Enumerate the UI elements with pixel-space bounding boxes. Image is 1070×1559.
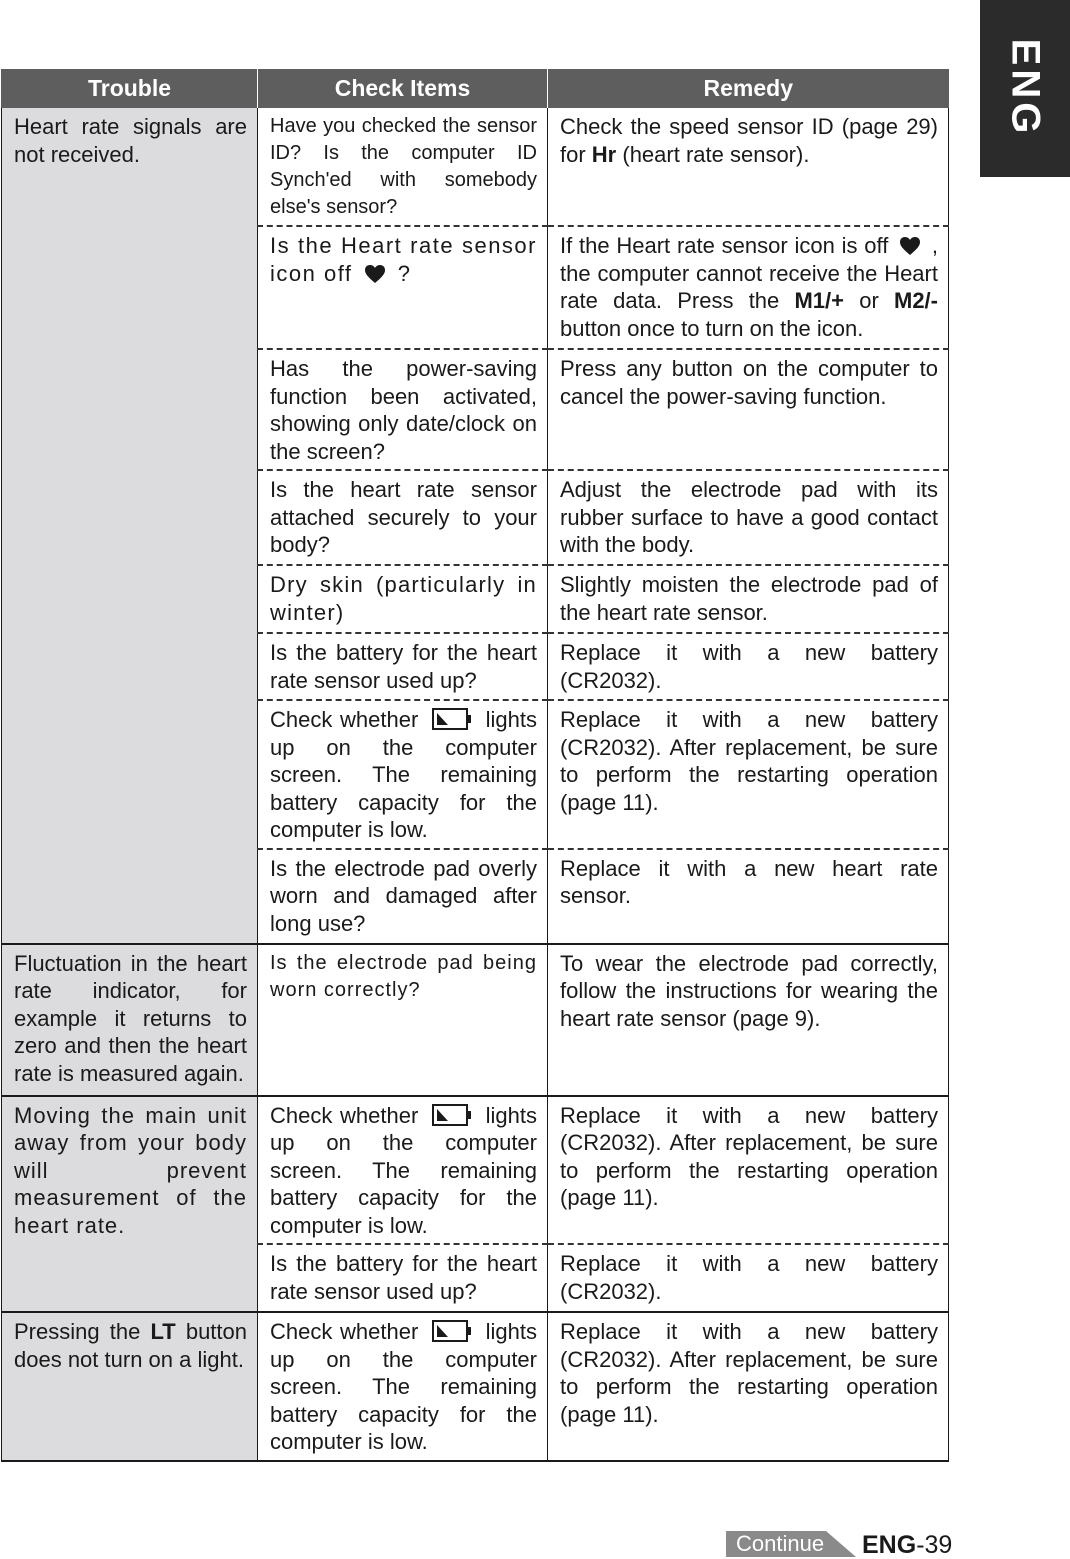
battery-low-icon <box>432 1320 472 1342</box>
battery-low-icon <box>432 1104 472 1126</box>
remedy-cell: Check the speed sensor ID (page 29) for Hr (heart rate sensor). <box>548 108 949 226</box>
page-number-value: -39 <box>916 1531 953 1559</box>
page-number <box>862 1531 952 1559</box>
language-tab <box>980 0 1070 177</box>
troubleshooting-table <box>1 69 949 1462</box>
check-cell: Have you checked the sensor ID? Is the computer ID Synch'ed with somebody else's sensor? <box>258 108 548 226</box>
trouble-cell: Heart rate signals are not received. <box>2 108 258 944</box>
trouble-cell: Moving the main unit away from your body will prevent measurement of the heart rate. <box>2 1096 258 1313</box>
table-header-row <box>2 69 949 108</box>
page-prefix: ENG <box>862 1531 917 1559</box>
remedy-cell: Replace it with a new battery (CR2032). <box>548 1244 949 1312</box>
header-trouble: Trouble <box>2 69 258 108</box>
remedy-cell: Slightly moisten the electrode pad of the heart rate sensor. <box>548 565 949 633</box>
remedy-cell: Replace it with a new battery (CR2032). <box>548 633 949 700</box>
page-footer <box>726 1531 956 1557</box>
remedy-cell: Replace it with a new battery (CR2032). After replacement, be sure to perform the restarting operation (page 11). <box>548 1312 949 1461</box>
trouble-cell: Pressing the LT button does not turn on a light. <box>2 1312 258 1461</box>
heart-icon <box>899 236 921 256</box>
remedy-cell: Press any button on the computer to cancel the power-saving function. <box>548 349 949 470</box>
remedy-cell: If the Heart rate sensor icon is off , the computer cannot receive the Heart rate data. Press the M1/+ or M2/- button once to turn on the icon. <box>548 226 949 349</box>
continue-label: Continue <box>736 1531 825 1556</box>
remedy-cell: Replace it with a new heart rate sensor. <box>548 849 949 944</box>
remedy-cell: Replace it with a new battery (CR2032). After replacement, be sure to perform the restarting operation (page 11). <box>548 700 949 849</box>
remedy-cell: To wear the electrode pad correctly, follow the instructions for wearing the heart rate sensor (page 9). <box>548 944 949 1096</box>
check-cell: Is the battery for the heart rate sensor used up? <box>258 633 548 700</box>
header-remedy: Remedy <box>548 69 949 108</box>
table-row <box>2 1312 949 1461</box>
check-cell: Has the power-saving function been activated, showing only date/clock on the screen? <box>258 349 548 470</box>
remedy-cell: Replace it with a new battery (CR2032). After replacement, be sure to perform the restarting operation (page 11). <box>548 1096 949 1245</box>
header-check-items: Check Items <box>258 69 548 108</box>
m1-button-label: M1/+ <box>794 288 845 313</box>
check-cell: Dry skin (particularly in winter) <box>258 565 548 633</box>
check-cell: Check whether lights up on the computer screen. The remaining battery capacity for the computer is low. <box>258 1312 548 1461</box>
battery-low-icon <box>432 708 472 730</box>
heart-icon <box>364 264 386 284</box>
check-cell: Is the heart rate sensor attached securely to your body? <box>258 470 548 565</box>
check-cell: Is the Heart rate sensor icon off ? <box>258 226 548 349</box>
check-cell: Check whether lights up on the computer screen. The remaining battery capacity for the computer is low. <box>258 1096 548 1245</box>
remedy-cell: Adjust the electrode pad with its rubber surface to have a good contact with the body. <box>548 470 949 565</box>
continue-arrow-icon <box>726 1531 856 1557</box>
check-cell: Is the battery for the heart rate sensor used up? <box>258 1244 548 1312</box>
table-row <box>2 944 949 1096</box>
check-cell: Is the electrode pad overly worn and damaged after long use? <box>258 849 548 944</box>
trouble-cell: Fluctuation in the heart rate indicator, for example it returns to zero and then the heart rate is measured again. <box>2 944 258 1096</box>
language-tab-label: ENG <box>1003 38 1048 138</box>
check-cell: Check whether lights up on the computer screen. The remaining battery capacity for the computer is low. <box>258 700 548 849</box>
hr-label: Hr <box>591 141 617 167</box>
m2-button-label: M2/- <box>894 288 938 313</box>
table-row <box>2 1096 949 1245</box>
check-cell: Is the electrode pad being worn correctly? <box>258 944 548 1096</box>
lt-button-label: LT <box>150 1319 176 1344</box>
table-row <box>2 108 949 226</box>
